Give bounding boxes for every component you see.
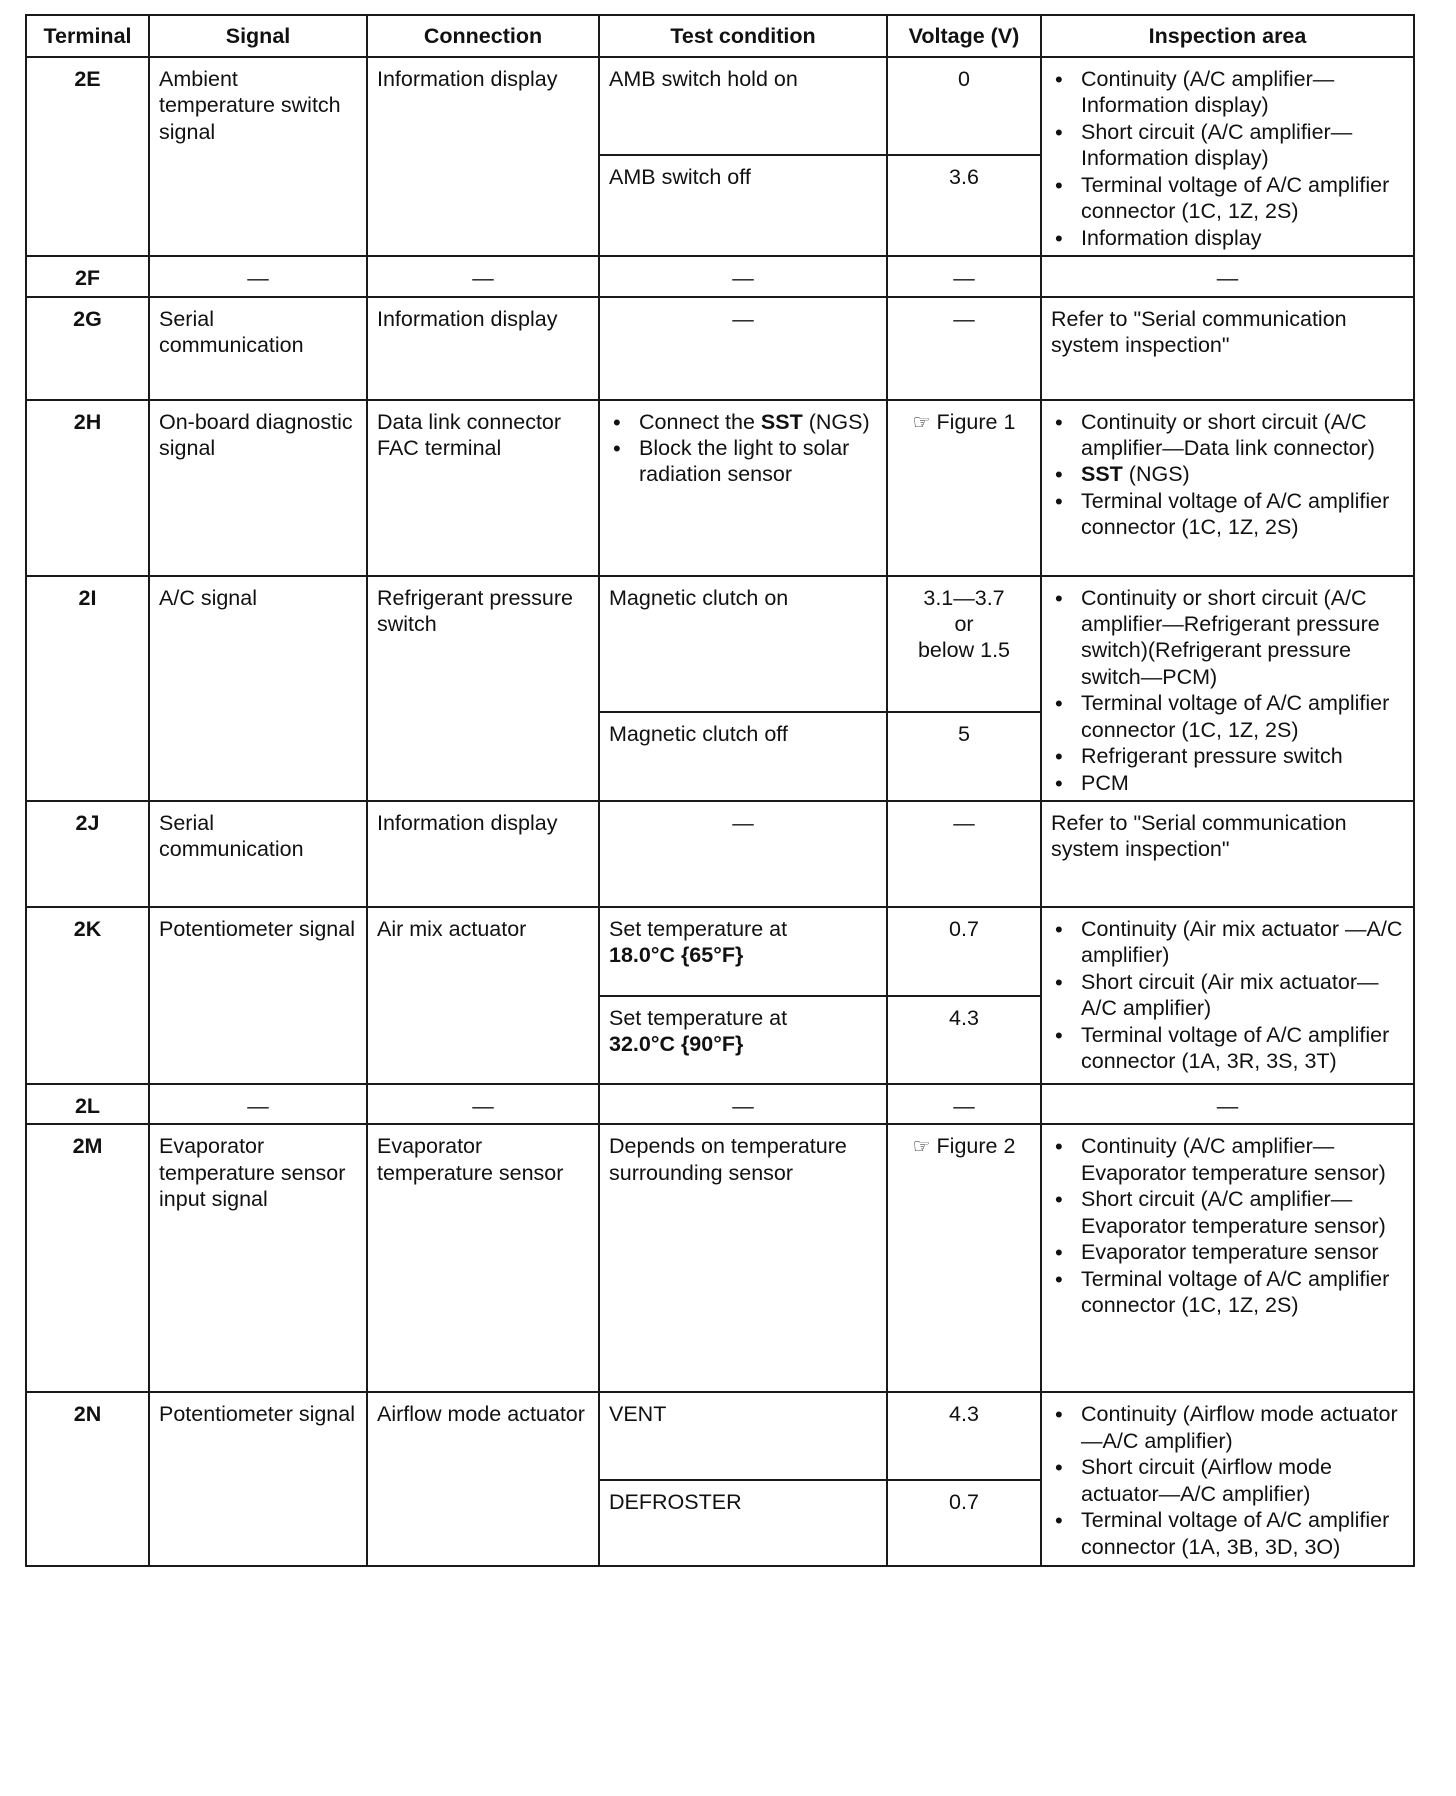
voltage-cell: — <box>887 1084 1041 1124</box>
voltage-cell: 0.7 <box>887 1480 1041 1566</box>
test-condition-cell: — <box>599 1084 887 1124</box>
signal-cell: Evaporator temperature sensor input signal <box>149 1124 367 1392</box>
inspection-item: • Terminal voltage of A/C amplifier connector (1C, 1Z, 2S) <box>1081 690 1404 743</box>
inspection-item: • Terminal voltage of A/C amplifier connector (1A, 3R, 3S, 3T) <box>1081 1022 1404 1075</box>
voltage-cell: 0 <box>887 57 1041 155</box>
test-condition-cell: AMB switch hold on <box>599 57 887 155</box>
terminal-cell: 2I <box>26 576 149 802</box>
terminal-cell: 2N <box>26 1392 149 1566</box>
header-terminal: Terminal <box>26 15 149 57</box>
terminal-cell: 2F <box>26 256 149 296</box>
inspection-item <box>1081 461 1404 487</box>
figure-reference: ☞ Figure 1 <box>913 410 1016 434</box>
inspection-item: • Continuity or short circuit (A/C amplifier—Refrigerant pressure switch)(Refrigerant pressure switch—PCM) <box>1081 585 1404 691</box>
condition-text: Set temperature at <box>609 917 788 941</box>
table-row <box>26 801 1414 907</box>
header-row <box>26 15 1414 57</box>
signal-cell: — <box>149 1084 367 1124</box>
header-voltage: Voltage (V) <box>887 15 1041 57</box>
test-condition-cell: AMB switch off <box>599 155 887 256</box>
inspection-item: • PCM <box>1081 770 1404 796</box>
connection-cell: Information display <box>367 801 599 907</box>
condition-item <box>639 409 877 435</box>
inspection-item: • Information display <box>1081 225 1404 251</box>
inspection-list <box>1051 916 1404 1075</box>
table-row <box>26 57 1414 155</box>
header-signal: Signal <box>149 15 367 57</box>
inspection-item: • Continuity or short circuit (A/C amplifier—Data link connector) <box>1081 409 1404 462</box>
table-row <box>26 400 1414 576</box>
connection-cell: — <box>367 256 599 296</box>
test-condition-cell: DEFROSTER <box>599 1480 887 1566</box>
signal-cell: Potentiometer signal <box>149 907 367 1084</box>
inspection-cell <box>1041 1392 1414 1566</box>
figure-reference: ☞ Figure 2 <box>913 1134 1016 1158</box>
voltage-cell: — <box>887 256 1041 296</box>
inspection-cell: — <box>1041 1084 1414 1124</box>
test-condition-cell <box>599 996 887 1084</box>
condition-text: Set temperature at <box>609 1006 788 1030</box>
inspection-list <box>1051 1133 1404 1318</box>
voltage-cell: 0.7 <box>887 907 1041 996</box>
terminal-cell: 2J <box>26 801 149 907</box>
inspection-cell: Refer to "Serial communication system inspection" <box>1041 801 1414 907</box>
table-row <box>26 907 1414 996</box>
table-row <box>26 1084 1414 1124</box>
inspection-item: • Short circuit (A/C amplifier—Information display) <box>1081 119 1404 172</box>
sst-label: SST <box>760 409 803 434</box>
voltage-cell: 5 <box>887 712 1041 801</box>
voltage-alt: below 1.5 <box>917 638 1011 663</box>
inspection-item: • Short circuit (Airflow mode actuator—A/C amplifier) <box>1081 1454 1404 1507</box>
connection-cell: Data link connector FAC terminal <box>367 400 599 576</box>
header-test-condition: Test condition <box>599 15 887 57</box>
test-condition-cell: VENT <box>599 1392 887 1480</box>
terminal-cell: 2K <box>26 907 149 1084</box>
test-condition-cell: Magnetic clutch on <box>599 576 887 713</box>
test-condition-cell: — <box>599 801 887 907</box>
connection-cell: Airflow mode actuator <box>367 1392 599 1566</box>
temperature-value: 32.0°C {90°F} <box>609 1032 744 1057</box>
terminal-cell: 2H <box>26 400 149 576</box>
inspection-cell: Refer to "Serial communication system inspection" <box>1041 297 1414 400</box>
condition-list <box>609 409 877 488</box>
test-condition-cell: Depends on temperature surrounding sensor <box>599 1124 887 1392</box>
signal-cell: Serial communication <box>149 801 367 907</box>
test-condition-cell <box>599 400 887 576</box>
inspection-item: • Refrigerant pressure switch <box>1081 743 1404 769</box>
inspection-cell: — <box>1041 256 1414 296</box>
signal-cell: Serial communication <box>149 297 367 400</box>
condition-text: Connect the <box>639 409 761 434</box>
connection-cell: Evaporator temperature sensor <box>367 1124 599 1392</box>
terminal-cell: 2E <box>26 57 149 256</box>
inspection-list <box>1051 1401 1404 1560</box>
test-condition-cell: — <box>599 297 887 400</box>
inspection-item: • Terminal voltage of A/C amplifier connector (1C, 1Z, 2S) <box>1081 172 1404 225</box>
voltage-cell: 4.3 <box>887 1392 1041 1480</box>
sst-label: SST <box>1081 462 1123 487</box>
signal-cell: — <box>149 256 367 296</box>
inspection-item: • Continuity (A/C amplifier—Information display) <box>1081 66 1404 119</box>
voltage-cell <box>887 576 1041 713</box>
connection-cell: Air mix actuator <box>367 907 599 1084</box>
test-condition-cell <box>599 907 887 996</box>
inspection-cell <box>1041 400 1414 576</box>
connection-cell: Information display <box>367 297 599 400</box>
connection-cell: Refrigerant pressure switch <box>367 576 599 802</box>
inspection-item: • Terminal voltage of A/C amplifier connector (1C, 1Z, 2S) <box>1081 1266 1404 1319</box>
voltage-cell: — <box>887 801 1041 907</box>
signal-cell: Ambient temperature switch signal <box>149 57 367 256</box>
voltage-cell <box>887 1124 1041 1392</box>
voltage-cell: 3.6 <box>887 155 1041 256</box>
voltage-range: 3.1—3.7 <box>923 585 1005 610</box>
inspection-cell <box>1041 907 1414 1084</box>
inspection-list <box>1051 409 1404 541</box>
condition-item: • Block the light to solar radiation sensor <box>639 435 877 488</box>
inspection-text: (NGS) <box>1122 462 1190 487</box>
inspection-cell <box>1041 57 1414 256</box>
inspection-item: • Terminal voltage of A/C amplifier connector (1A, 3B, 3D, 3O) <box>1081 1507 1404 1560</box>
signal-cell: Potentiometer signal <box>149 1392 367 1566</box>
terminal-cell: 2L <box>26 1084 149 1124</box>
signal-cell: A/C signal <box>149 576 367 802</box>
inspection-item: • Continuity (Air mix actuator —A/C amplifier) <box>1081 916 1404 969</box>
voltage-cell: — <box>887 297 1041 400</box>
terminal-inspection-table <box>25 14 1415 1567</box>
table-row <box>26 256 1414 296</box>
connection-cell: — <box>367 1084 599 1124</box>
table-row <box>26 1392 1414 1480</box>
inspection-list <box>1051 66 1404 251</box>
inspection-item: • Evaporator temperature sensor <box>1081 1239 1404 1265</box>
inspection-item: • Short circuit (A/C amplifier—Evaporator temperature sensor) <box>1081 1186 1404 1239</box>
condition-text: (NGS) <box>802 409 870 434</box>
voltage-cell <box>887 400 1041 576</box>
inspection-item: • Short circuit (Air mix actuator—A/C amplifier) <box>1081 969 1404 1022</box>
table-row <box>26 1124 1414 1392</box>
voltage-cell: 4.3 <box>887 996 1041 1084</box>
terminal-cell: 2G <box>26 297 149 400</box>
inspection-item: • Continuity (Airflow mode actuator—A/C amplifier) <box>1081 1401 1404 1454</box>
inspection-cell <box>1041 576 1414 802</box>
table-row <box>26 297 1414 400</box>
test-condition-cell: — <box>599 256 887 296</box>
inspection-list <box>1051 585 1404 797</box>
temperature-value: 18.0°C {65°F} <box>609 943 744 968</box>
test-condition-cell: Magnetic clutch off <box>599 712 887 801</box>
table-row <box>26 576 1414 713</box>
signal-cell: On-board diagnostic signal <box>149 400 367 576</box>
voltage-or: or <box>954 611 974 636</box>
inspection-item: • Terminal voltage of A/C amplifier connector (1C, 1Z, 2S) <box>1081 488 1404 541</box>
inspection-cell <box>1041 1124 1414 1392</box>
header-connection: Connection <box>367 15 599 57</box>
inspection-item: • Continuity (A/C amplifier—Evaporator temperature sensor) <box>1081 1133 1404 1186</box>
connection-cell: Information display <box>367 57 599 256</box>
terminal-cell: 2M <box>26 1124 149 1392</box>
header-inspection-area: Inspection area <box>1041 15 1414 57</box>
